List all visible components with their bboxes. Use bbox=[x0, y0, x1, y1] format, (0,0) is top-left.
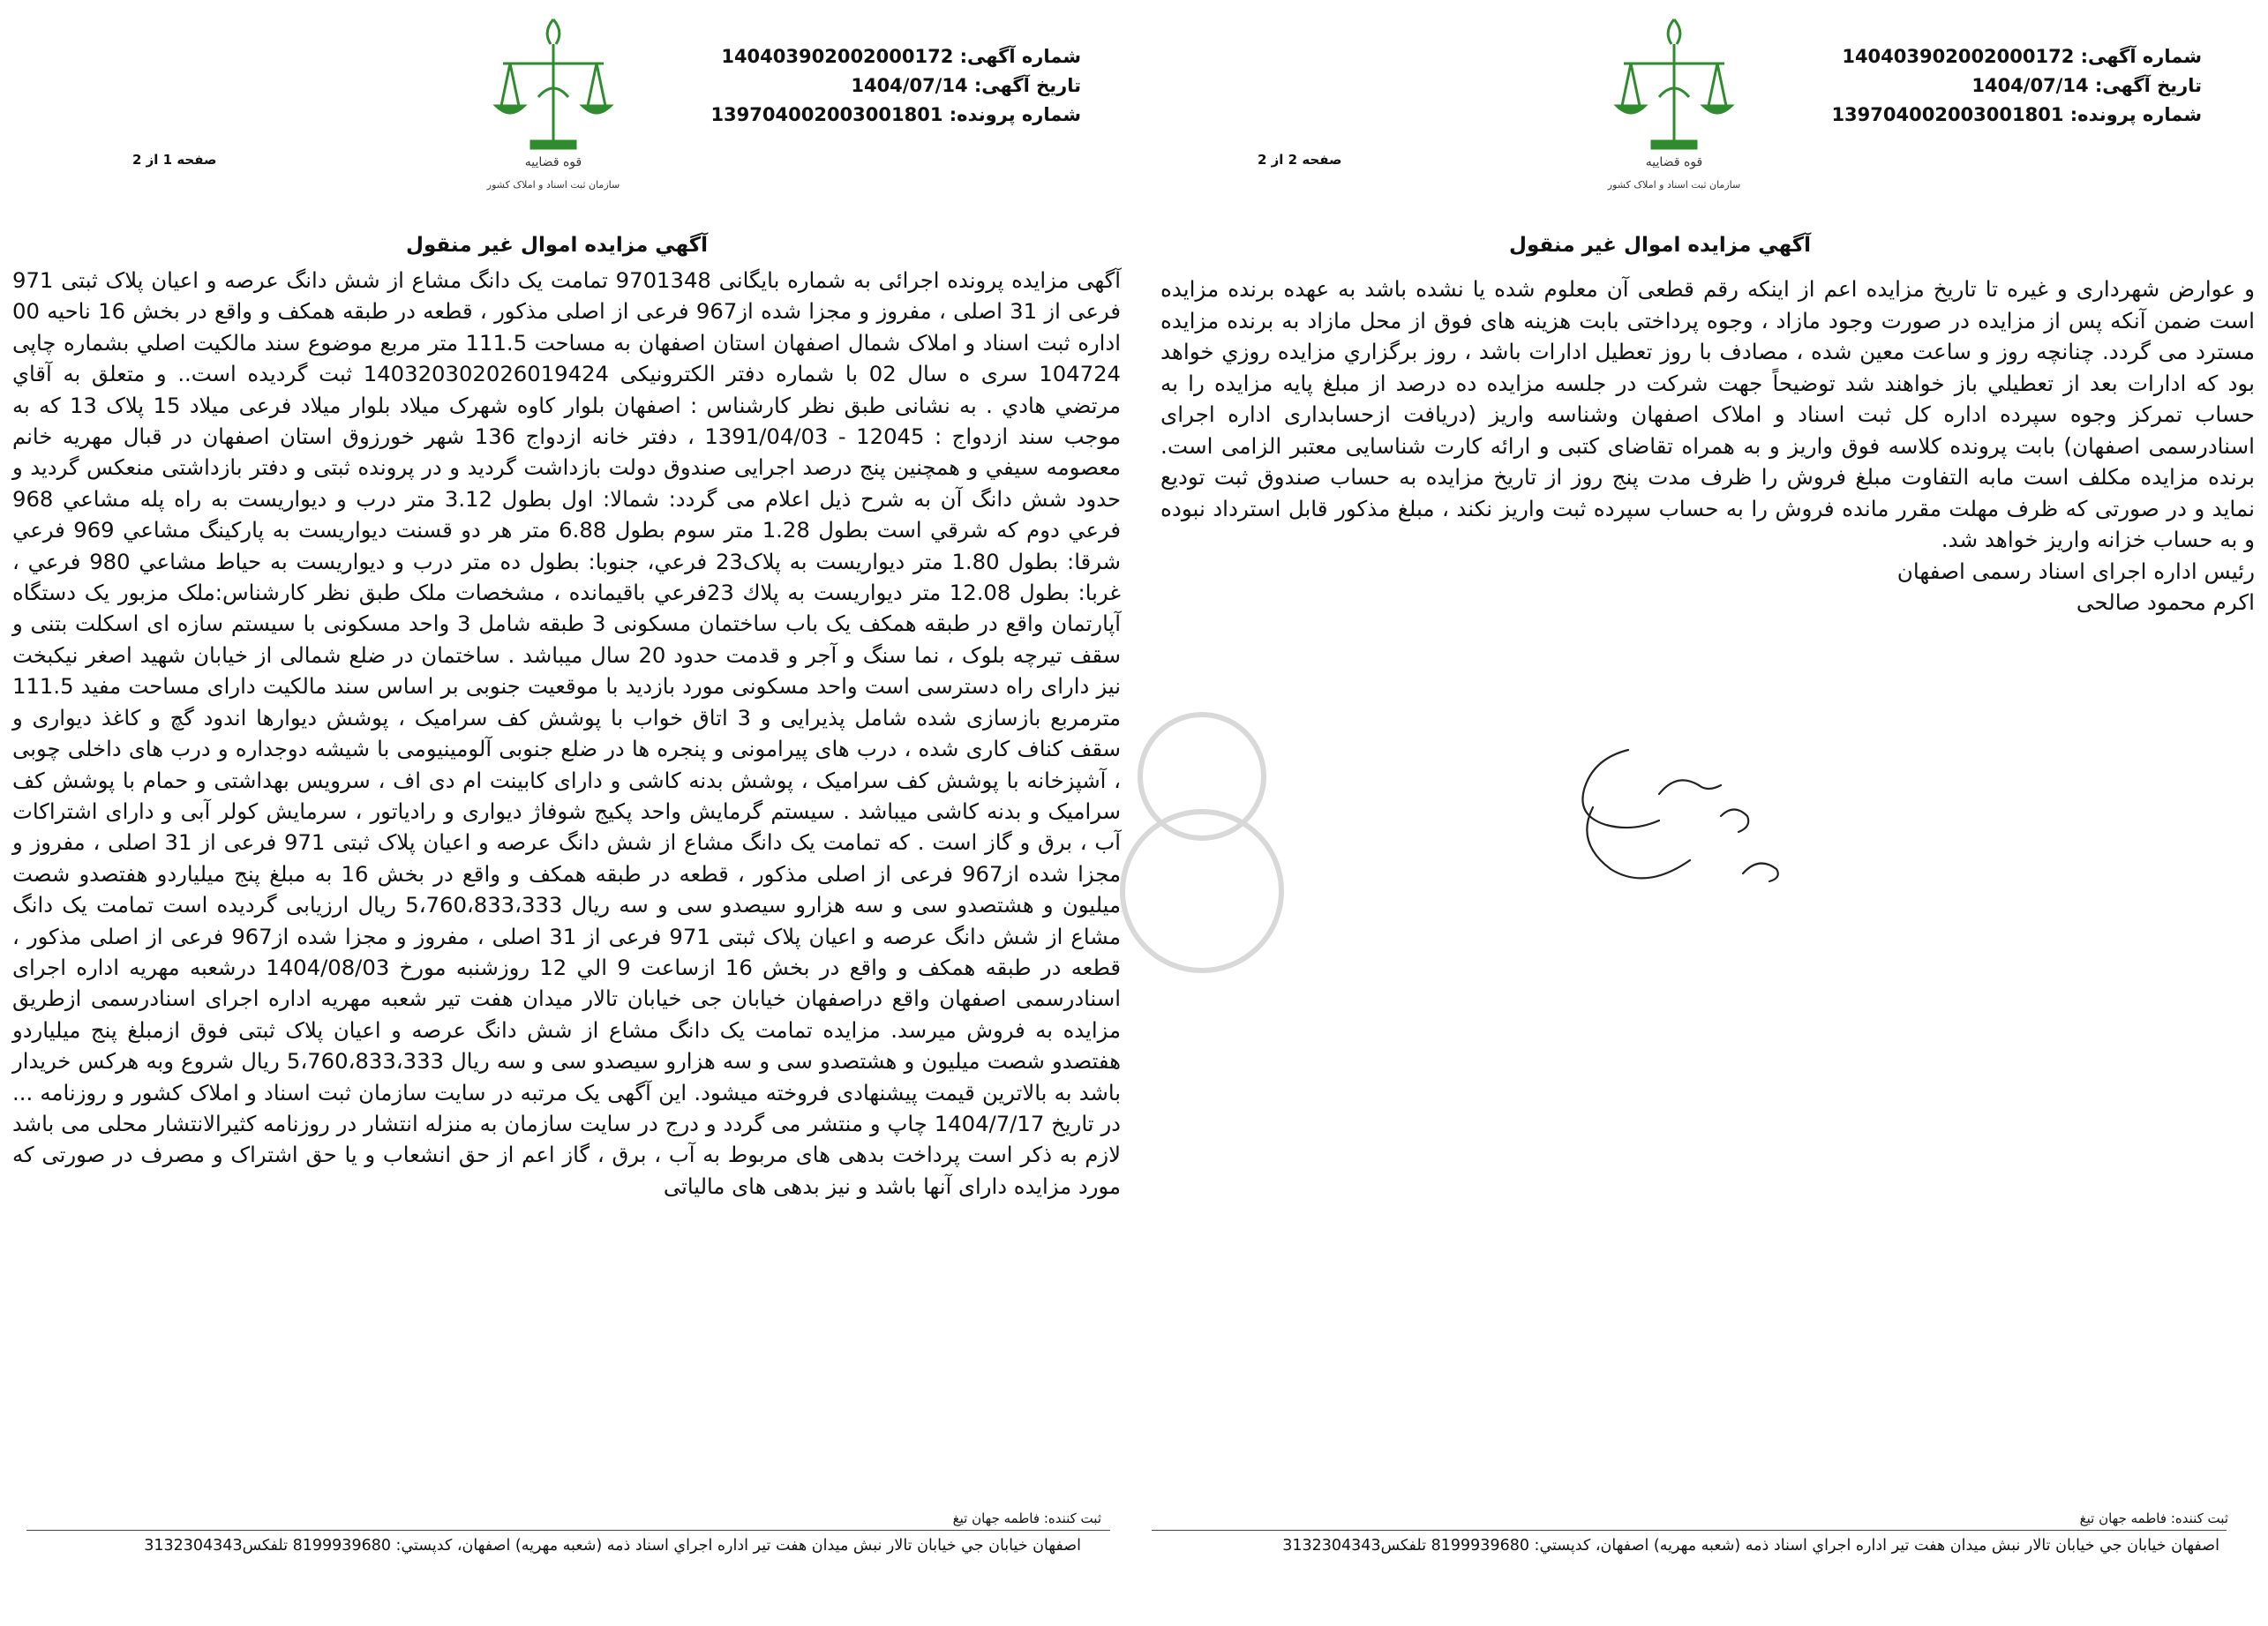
registrar bbox=[2080, 1510, 2228, 1526]
notice-meta bbox=[1831, 42, 2202, 130]
notice-meta bbox=[710, 42, 1081, 130]
emblem-caption-bottom: سازمان ثبت اسناد و املاک کشور bbox=[1607, 179, 1741, 191]
case-number-row bbox=[710, 101, 1081, 130]
signer-name: اکرم محمود صالحی bbox=[2076, 589, 2255, 615]
page-indicator: صفحه 1 از 2 bbox=[132, 152, 217, 168]
case-number: 139704002003001801 bbox=[1831, 104, 2064, 125]
notice-body bbox=[1160, 273, 2255, 618]
judiciary-emblem-logo bbox=[477, 9, 631, 199]
judiciary-emblem-logo bbox=[1597, 9, 1752, 199]
registrar bbox=[953, 1510, 1101, 1526]
footer-divider bbox=[26, 1530, 1110, 1531]
ad-date: 1404/07/14 bbox=[851, 75, 968, 96]
signer-title: رئیس اداره اجرای اسناد رسمی اصفهان bbox=[1896, 558, 2255, 584]
emblem-caption-bottom: سازمان ثبت اسناد و املاک کشور bbox=[486, 179, 620, 191]
registrar-label: ثبت کننده: bbox=[2170, 1510, 2228, 1526]
emblem-caption-top: قوه قضاییه bbox=[524, 155, 582, 169]
case-number-label: شماره پرونده: bbox=[2069, 104, 2202, 125]
ad-date-row bbox=[1858, 71, 2202, 101]
ad-number: 140403902002000172 bbox=[721, 46, 954, 67]
registrar-name: فاطمه جهان تیغ bbox=[2079, 1510, 2167, 1526]
notice-title: آگهي مزایده اموال غیر منقول bbox=[1509, 234, 1812, 257]
registrar-label: ثبت کننده: bbox=[1043, 1510, 1101, 1526]
notice-title: آگهي مزایده اموال غیر منقول bbox=[406, 234, 709, 257]
notice-body-text: آگهی مزایده پرونده اجرائی به شماره بایگانی 9701348 تمامت یک دانگ مشاع از شش دانگ عرصه و اعیان پلاک ثبتی 971 فرعی از 31 اصلی ، مفروز و مجزا شده از967 فرعی از اصلی مذکور ، قطعه در طبقه همکف و واقع در بخش 16 ناحیه 00 اداره ثبت اسناد و املاک شمال اصفهان استان اصفهان به مساحت 111.5 متر مربع موضوع سند مالکیت اصلي بشماره چاپی 104724 سری ه سال 02 با شماره دفتر الکترونیکی 140320302026019424 ثبت گردیده است.. و متعلق به آقاي مرتضي هادي . به نشانی طبق نظر کارشناس : اصفهان بلوار کاوه شهرک میلاد بلوار میلاد فرعی میلاد 15 پلاک 13 که به موجب سند ازدواج : 12045 - 1391/04/03 ، دفتر خانه ازدواج 136 شهر خورزوق استان اصفهان در قبال مهریه خانم معصومه سیفي و همچنین پنج درصد اجرایی صندوق دولت بازداشت گردید و در پرونده ثبتی و دفتر بازداشتی منعکس گردید و حدود شش دانگ آن به شرح ذیل اعلام می گردد: شمالا: اول بطول 3.12 متر درب و دیواریست به راه پله مشاعي 968 فرعي دوم که شرقي است بطول 1.28 متر سوم بطول 6.88 متر هر دو قسنت دیواریست به پارکینگ مشاعي 969 فرعي شرقا: بطول 1.80 متر دیواریست به پلاک23 فرعي، جنوبا: بطول ده متر درب و دیواریست به حیاط مشاعي 980 فرعي ، غربا: بطول 12.08 متر دیواریست به پلاك 23فرعي باقیمانده ، مشخصات ملک طبق نظر کارشناس:ملک مزبور یک دستگاه آپارتمان واقع در طبقه همکف یک باب ساختمان مسکونی 3 طبقه شامل 3 واحد مسکونی با سیستم سازه ای اسکلت بتنی و سقف تیرچه بلوک ، نما سنگ و آجر و قدمت حدود 20 سال میباشد . ساختمان در ضلع شمالی از خیابان شهید اصغر نیکبخت نیز دارای راه دسترسی است واحد مسکونی مورد بازدید با موقعیت جنوبی بر اساس سند مالکیت دارای مساحت مفید 111.5 مترمربع بازسازی شده شامل پذیرایی و 3 اتاق خواب با پوشش کف سرامیک ، پوشش دیوارها اندود گچ و کاغذ دیواری و سقف کناف کاری شده ، درب های پیرامونی و پنجره ها در ضلع جنوبی آلومینیومی با شیشه دوجداره و درب های داخلی چوبی ، آشپزخانه با پوشش کف سرامیک ، پوشش بدنه کاشی و دارای کابینت ام دی اف ، سرویس بهداشتی و حمام با پوشش کف سرامیک و بدنه کاشی میباشد . سیستم گرمایش واحد پکیج شوفاژ دیواری و رادیاتور ، سرمایش کولر آبی و دارای اشتراکات آب ، برق و گاز است . که تمامت یک دانگ مشاع از شش دانگ عرصه و اعیان پلاک ثبتی 971 فرعی از 31 اصلی ، مفروز و مجزا شده از967 فرعی از اصلی مذکور ، قطعه در طبقه همکف و واقع در بخش 16 به مبلغ پنج میلیاردو هفتصدو شصت میلیون و هشتصدو سی و سه هزارو سیصدو سی و سه ریال 5،760،833،333 ریال ارزیابی گردیده است تمامت یک دانگ مشاع از شش دانگ عرصه و اعیان پلاک ثبتی 971 فرعی از 31 اصلی ، مفروز و مجزا شده از967 فرعی از اصلی مذکور ، قطعه در طبقه همکف و واقع در بخش 16 ازساعت 9 الي 12 روزشنبه مورخ 1404/08/03 درشعبه مهریه اداره اجرای اسنادرسمی اصفهان واقع دراصفهان خیابان جی خیابان تالار میدان هفت تیر شعبه مهریه اداره اجرای اسنادرسمی ازطریق مزایده به فروش میرسد. مزایده تمامت یک دانگ مشاع از شش دانگ عرصه و اعیان پلاک ثبتی فوق ازمبلغ پنج میلیاردو هفتصدو شصت میلیون و هشتصدو سی و سه هزارو سیصدو سی و سه ریال 5،760،833،333 ریال شروع وبه هرکس خریدار باشد به بالاترین قیمت پیشنهادی فروخته میشود. این آگهی یک مرتبه در سایت سازمان ثبت اسناد و املاک کشور و روزنامه ... در تاریخ 1404/7/17 چاپ و منتشر می گردد و درج در سایت سازمان به منزله انتشار در روزنامه کثیرالانتشار محلی می باشد لازم به ذکر است پرداخت بدهی های مربوط به آب ، برق ، گاز اعم از حق انشعاب و یا حق اشتراک و مصرف در صورتی که مورد مزایده دارای آنها باشد و نیز بدهی های مالیاتی bbox=[12, 267, 1122, 1199]
case-number: 139704002003001801 bbox=[710, 104, 943, 125]
ad-number: 140403902002000172 bbox=[1842, 46, 2075, 67]
notice-body-text: و عوارض شهرداری و غیره تا تاریخ مزایده اعم از اینکه رقم قطعی آن معلوم شده یا نشده باشد به عهده برنده مزایده است ضمن آنکه پس از مزایده در صورت وجود مازاد ، وجوه پرداختی بابت هزینه های فوق از محل مازاد به برنده مزایده مسترد می گردد. چنانچه روز و ساعت معین شده ، مصادف با روز تعطیل ادارات باشد ، روز برگزاري مزایده روزي خواهد بود که ادارات بعد از تعطیلي باز خواهند شد توضیحاً جهت شرکت در جلسه مزایده ده درصد از مبلغ پایه مزایده را به حساب تمرکز وجوه سپرده اداره کل ثبت اسناد و املاک اصفهان وشناسه واریز (دریافت ازحسابداری اداره اجرای اسنادرسمی اصفهان) بابت پرونده کلاسه فوق واریز و به همراه تقاضای کتبی و ارائه کارت شناسایی معتبر الزامی است. برنده مزایده مکلف است مابه التفاوت مبلغ فروش را ظرف مدت پنج روز از تاریخ مزایده به حساب صندوق ثبت توديع نماید و در صورتی که ظرف مهلت مقرر مانده فروش را به حساب سپرده ثبت واریز نکند ، مبلغ مذکور قابل استرداد نبوده و به حساب خزانه واریز خواهد شد. bbox=[1160, 276, 2255, 552]
ad-number-row bbox=[721, 42, 1081, 71]
ad-number-label: شماره آگهی: bbox=[959, 46, 1081, 67]
handwritten-signature bbox=[1566, 732, 1796, 891]
registrar-name: فاطمه جهان تیغ bbox=[952, 1510, 1040, 1526]
ad-date-row bbox=[737, 71, 1081, 101]
emblem-caption-top: قوه قضاییه bbox=[1645, 155, 1703, 169]
ad-date: 1404/07/14 bbox=[1971, 75, 2089, 96]
ad-number-label: شماره آگهی: bbox=[2080, 46, 2202, 67]
notice-body bbox=[12, 265, 1121, 1202]
footer-divider bbox=[1152, 1530, 2227, 1531]
case-number-label: شماره پرونده: bbox=[949, 104, 1081, 125]
case-number-row bbox=[1831, 101, 2202, 130]
ad-date-label: تاریخ آگهی: bbox=[2094, 75, 2202, 96]
page-indicator: صفحه 2 از 2 bbox=[1258, 152, 1342, 168]
notice-page-2 bbox=[1134, 0, 2268, 1626]
footer-address: اصفهان خیابان جي خیابان تالار نبش میدان هفت تیر اداره اجراي اسناد ذمه (شعبه مهریه) اصفهان، کدپستي: 8199939680 تلفکس3132304343 bbox=[1282, 1537, 2219, 1555]
footer-address: اصفهان خیابان جي خیابان تالار نبش میدان هفت تیر اداره اجراي اسناد ذمه (شعبه مهریه) اصفهان، کدپستي: 8199939680 تلفکس3132304343 bbox=[144, 1537, 1081, 1555]
ad-date-label: تاریخ آگهی: bbox=[973, 75, 1081, 96]
ad-number-row bbox=[1842, 42, 2202, 71]
